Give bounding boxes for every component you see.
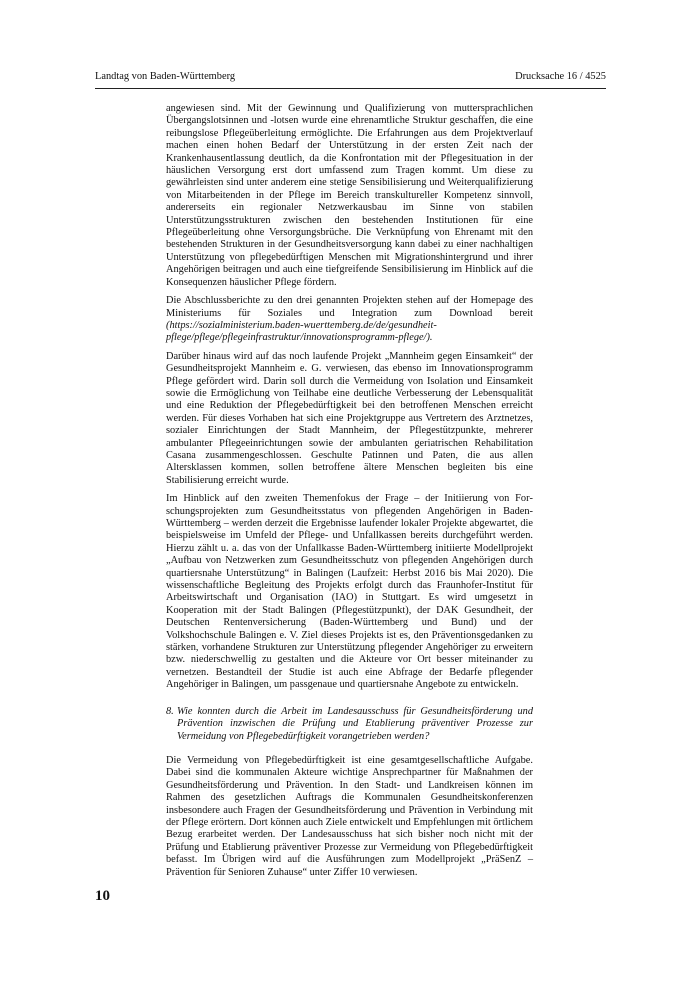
header-institution: Landtag von Baden-Württemberg xyxy=(95,71,236,82)
paragraph-2-text: Die Abschlussberichte zu den drei genannten Projekten stehen auf der Homepage des Ministeriums für Soziales und Integration zum Download bereit xyxy=(166,295,533,319)
paragraph-4: Im Hinblick auf den zweiten Themenfokus der Frage – der Initiierung von Forschungsprojekten zum Gesundheitsstatus von pflegenden Angehörigen in Baden-Württemberg – werden derzeit die Ergebnisse laufender lokaler Projekte abgewartet, die beispielsweise im Umfeld der Pflege- und Unfallkassen bereits durchgeführt werden. Hierzu zählt u. a. das von der Unfallkasse Baden-Württemberg initiierte Modellprojekt „Aufbau von Netzwerken zum Gesundheitsschutz von pflegenden Angehörigen durch quartiersnahe Unterstützung“ in Balingen (Laufzeit: Herbst 2016 bis Mai 2020). Die wissenschaftliche Begleitung des Projekts erfolgt durch das Fraunhofer-Institut für Arbeitswirtschaft und Organisation (IAO) in Stuttgart. Es wird umgesetzt in Kooperation mit der Stadt Balingen (Pflegestützpunkt), der DAK Gesundheit, der Deutschen Rentenversicherung (Baden-Württemberg und Bund) und der Volkshochschule Balingen e. V. Ziel dieses Projekts ist es, den Präventionsgedanken zu stärken, vorhandene Strukturen zur Unterstützung pflegender Angehöriger zu erweitern bzw. niederschwellig zu gestalten und die Akteure vor Ort besser miteinander zu vernetzen. Bestandteil der Studie ist auch eine Abfrage der Bedarfe pflegender Angehöriger in Balingen, um passgenaue und quartiersnahe Angebote zu entwickeln. xyxy=(166,493,533,691)
paragraph-3: Darüber hinaus wird auf das noch laufende Projekt „Mannheim gegen Einsamkeit“ der Gesundheitsprojekt Mannheim e. G. verwiesen, das ebenso im Innovationsprogramm Pflege gefördert wird. Darin soll durch die Vermeidung von Isolation und Einsamkeit sowie die Ermöglichung von Teilhabe eine deutliche Verbesserung der Lebensqualität und eine Reduktion der Pflegebedürftigkeit bei den betroffenen Menschen erreicht werden. Für dieses Vorhaben hat sich eine Projektgruppe aus Vertretern des Arztnetzes, sozialer Einrichtungen der Stadt Mannheim, der Pflegestützpunkte, mehrerer ambulanter Pflegeeinrichtungen sowie der ambulanten geriatrischen Rehabilitation Casana zusammengeschlossen. Geschulte Patinnen und Paten, die aus allen Altersklassen kommen, sollen betroffene ältere Menschen begleiten bis eine Stabilisierung erreicht wurde. xyxy=(166,350,533,486)
question-number: 8. xyxy=(166,705,174,717)
body-text xyxy=(166,103,533,885)
page-number: 10 xyxy=(95,888,110,904)
header-document-number: Drucksache 16 / 4525 xyxy=(515,71,606,82)
paragraph-2 xyxy=(166,295,533,345)
download-url: (https://sozialministerium.baden-wuerttemberg.de/de/gesundheit-pflege/pflege/pflegeinfrastruktur/innovationsprogramm-pflege/). xyxy=(166,319,437,344)
question-8 xyxy=(166,706,533,743)
page-header xyxy=(95,71,606,87)
paragraph-5: Die Vermeidung von Pflegebedürftigkeit ist eine gesamtgesellschaftliche Aufgabe. Dabei sind die kommunalen Akteure wichtige Ansprechpartner für Maßnahmen der Gesundheitsförderung und Prävention. In den Stadt- und Landkreisen können im Rahmen des gesetzlichen Auftrags die Kommunalen Gesundheitskonferenzen insbesondere auch Fragen der Gesundheitsförderung und Prävention in Verbindung mit der Pflege erörtern. Dort können auch Ziele entwickelt und Empfehlungen mit örtlichem Bezug erarbeitet werden. Der Landesausschuss hat sich bisher noch nicht mit der Prüfung und Etablierung präventiver Prozesse zur Vermeidung von Pflegebedürftigkeit befasst. Im Übrigen wird auf die Ausführungen zum Modellprojekt „PräSenZ – Prävention für Senioren Zuhause“ unter Ziffer 10 verwiesen. xyxy=(166,754,533,878)
paragraph-1: angewiesen sind. Mit der Gewinnung und Qualifizierung von muttersprachlichen Übergangslotsinnen und -lotsen wurde eine ehrenamtliche Struktur geschaffen, die eine reibungslose Pflegeüberleitung ermöglichte. Die Erfahrungen aus dem Projektverlauf machen einen hohen Bedarf der Unterstützung in der ersten Zeit nach der Krankenhausentlassung deutlich, da die Konfrontation mit der Pflegesituation in der häuslichen Versorgung erst dort umfassend zum Tragen kommt. Um diese zu gewährleisten sind unter anderem eine stetige Sensibilisierung und Weiterqualifizierung von Mitarbeitenden in der Pflege im Bereich transkultureller Kompetenz sinnvoll, andererseits ein regionaler Netzwerkausbau im Sinne von stabilen Unterstützungsstrukturen zwischen den bestehenden Institutionen für eine Pflegeüberleitung ohne Versorgungsbrüche. Die Verknüpfung von Ehrenamt mit den bestehenden Strukturen in der Gesundheitsversorgung kann dabei zu einer nachhaltigen Unterstützung von pflegebedürftigen Menschen mit Migrationshintergrund und ihrer Angehörigen beitragen und auch eine tiefgreifende Sensibilisierung im Hinblick auf die Konsequenzen häuslicher Pflege fördern. xyxy=(166,103,533,288)
question-text: Wie konnten durch die Arbeit im Landesausschuss für Gesundheitsförderung und Prävention inzwischen die Prüfung und Etablierung präventiver Prozesse zur Vermeidung von Pflegebedürftigkeit vorangetrieben werden? xyxy=(177,705,533,742)
header-rule xyxy=(95,88,606,89)
